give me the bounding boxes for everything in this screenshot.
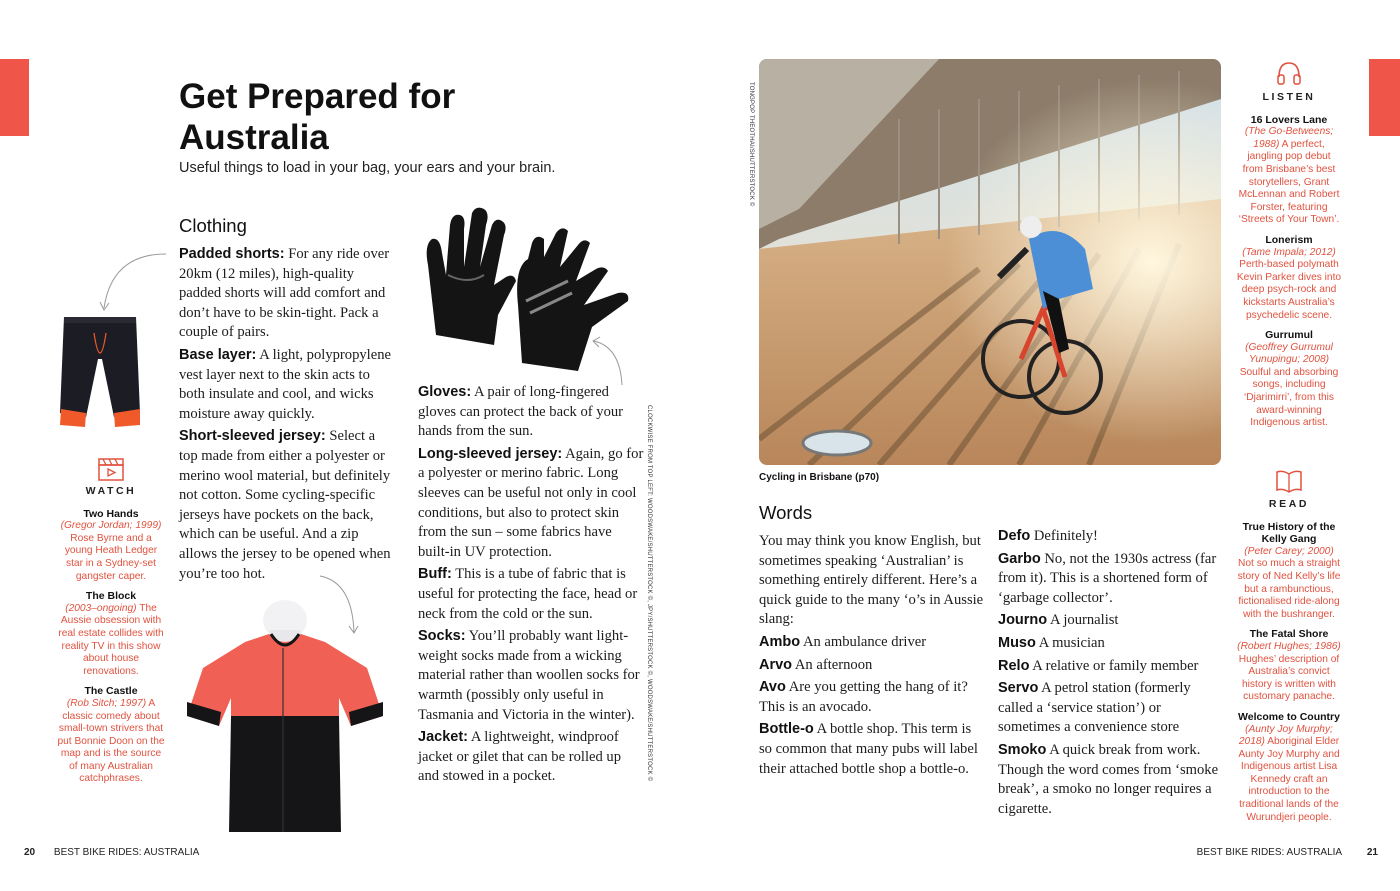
open-book-icon: [1274, 468, 1304, 494]
listen-item: Lonerism (Tame Impala; 2012) Perth-based polymath Kevin Parker dives into deep psych-rock and kickstarts Australia’s psychedelic scene.: [1236, 233, 1342, 321]
slang-entry: Defo Definitely!: [998, 528, 1098, 544]
photo-caption: Cycling in Brisbane (p70): [759, 472, 880, 483]
read-item: The Fatal Shore (Robert Hughes; 1986) Hughes’ description of Australia’s convict history is written with customary panache.: [1237, 628, 1341, 703]
footer-left: [24, 847, 199, 858]
clothing-item: Padded shorts: For any ride over 20km (12 miles), high-quality padded shorts will add comfort and don’t have to be skin-tight. Pack a couple of pairs.: [179, 246, 390, 341]
headphones-icon: [1275, 59, 1303, 87]
clothing-item: Buff: This is a tube of fabric that is useful for protecting the face, head or neck from the cold or the sun.: [418, 566, 638, 622]
clothing-item: Base layer: A light, polypropylene vest layer next to the skin acts to both insulate and cool, and wicks moisture away quickly.: [179, 346, 391, 422]
slang-entry: Bottle-o A bottle shop. This term is so common that many pubs will label their attached bottle shop a bottle-o.: [759, 721, 978, 777]
watch-item: The Castle (Rob Sitch; 1997) A classic comedy about small-town strivers that put Bonnie Doon on the map and is the source of many Australian catchphrases.: [57, 685, 165, 785]
watch-item: The Block (2003–ongoing) The Aussie obsession with real estate collides with reality TV in this show about house renovations.: [58, 590, 164, 677]
clothing-item: Socks: You’ll probably want light-weight socks made from a wicking material rather than woollen socks for warmth (possibly only useful in Tasmania and Victoria in the winter).: [418, 628, 640, 723]
slang-entry: Arvo An afternoon: [759, 656, 873, 673]
page-edge-tab-left: [0, 59, 29, 136]
page-number-left: 20: [24, 847, 36, 858]
clothing-item: Gloves: A pair of long-fingered gloves can protect the back of your hands from the sun.: [418, 384, 624, 440]
watch-sidebar: [57, 457, 165, 793]
listen-item: Gurrumul (Geoffrey Gurrumul Yunupingu; 2008) Soulful and absorbing songs, including ‘Djarimirri’, from this award-winning Indigenous artist.: [1239, 329, 1339, 429]
page-number-right: 21: [1366, 847, 1378, 858]
arrow-to-gloves: [588, 335, 628, 387]
clothing-item: Short-sleeved jersey: Select a top made from either a polyester or merino wool material, but definitely not cotton. Some cycling-specific jerseys have pockets on the back, which can be useful. And a zip allows the jersey to be opened when you’re too hot.: [179, 428, 391, 582]
slang-entry: Smoko A quick break from work. Though the word comes from ‘smoke break’, a smoko no longer requires a cigarette.: [998, 741, 1219, 817]
clothing-item: Long-sleeved jersey: Again, go for a polyester or merino fabric. Long sleeves can be useful not only in cool conditions, but also to protect skin from the sun – some fabrics have built-in UV protection.: [418, 445, 644, 560]
running-title-right: BEST BIKE RIDES: AUSTRALIA: [1196, 847, 1343, 858]
slang-entry: Ambo An ambulance driver: [759, 633, 927, 650]
clothing-column-2: [418, 383, 644, 790]
words-column-1: [759, 532, 987, 782]
cycling-photo: [759, 59, 1221, 465]
slang-entry: Servo A petrol station (formerly called a ‘service station’) or sometimes a convenience store: [998, 680, 1191, 736]
cycling-jersey-image: [187, 598, 383, 832]
footer-right: [1197, 847, 1378, 858]
slang-entry: Garbo No, not the 1930s actress (far from it). This is a shortened form of ‘garbage collector’.: [998, 550, 1217, 606]
photo-credit: TONGPOP THEOTHAI/SHUTTERSTOCK ©: [748, 82, 754, 207]
read-item: True History of the Kelly Gang (Peter Carey; 2000) Not so much a straight story of Ned Kelly’s life but a rambunctious, fictionalised ride-along with the bushranger.: [1237, 520, 1341, 620]
running-title-left: BEST BIKE RIDES: AUSTRALIA: [53, 847, 200, 858]
watch-heading: WATCH: [85, 485, 137, 497]
read-item: Welcome to Country (Aunty Joy Murphy; 2018) Aboriginal Elder Aunty Joy Murphy and Indigenous artist Lisa Kennedy craft an introduction to the traditional lands of the Wurundjeri people.: [1238, 710, 1340, 823]
listen-sidebar: [1236, 59, 1342, 437]
page-subtitle: Useful things to load in your bag, your ears and your brain.: [179, 160, 556, 176]
product-photo-credit: CLOCKWISE FROM TOP LEFT: WOODSWAKE/SHUTTERSTOCK ©, JPY/SHUTTERSTOCK ©, WOODSWAKE/SHUTTERSTOCK ©: [646, 405, 652, 782]
watch-item: Two Hands (Gregor Jordan; 1999) Rose Byrne and a young Heath Ledger star in a Sydney-set gangster caper.: [60, 507, 162, 582]
page-title: Get Prepared for Australia: [179, 77, 456, 157]
clothing-heading: Clothing: [179, 215, 247, 236]
slang-entry: Relo A relative or family member: [998, 657, 1199, 674]
read-sidebar: [1236, 468, 1342, 831]
slang-entry: Journo A journalist: [998, 612, 1119, 629]
words-heading: Words: [759, 502, 813, 523]
words-intro: You may think you know English, but sometimes speaking ‘Australian’ is something entirely different. Here’s a quick guide to the many ‘o’s in Aussie slang:: [759, 533, 984, 628]
page-edge-tab-right: [1369, 59, 1400, 136]
clapperboard-icon: [97, 457, 125, 481]
read-heading: READ: [1268, 498, 1310, 510]
listen-heading: LISTEN: [1262, 91, 1316, 103]
arrow-to-shorts: [98, 250, 168, 315]
clothing-item: Jacket: A lightweight, windproof jacket or gilet that can be rolled up and stowed in a pocket.: [418, 729, 622, 785]
clothing-column-1: [179, 245, 397, 587]
padded-shorts-image: [58, 313, 142, 431]
words-column-2: [998, 527, 1224, 822]
slang-entry: Avo Are you getting the hang of it? This is an avocado.: [759, 679, 968, 715]
slang-entry: Muso A musician: [998, 634, 1105, 651]
listen-item: 16 Lovers Lane (The Go-Betweens; 1988) A perfect, jangling pop debut from Brisbane’s best storytellers, Grant McLennan and Robert Forster, featuring ‘Streets of Your Town’.: [1238, 113, 1340, 226]
